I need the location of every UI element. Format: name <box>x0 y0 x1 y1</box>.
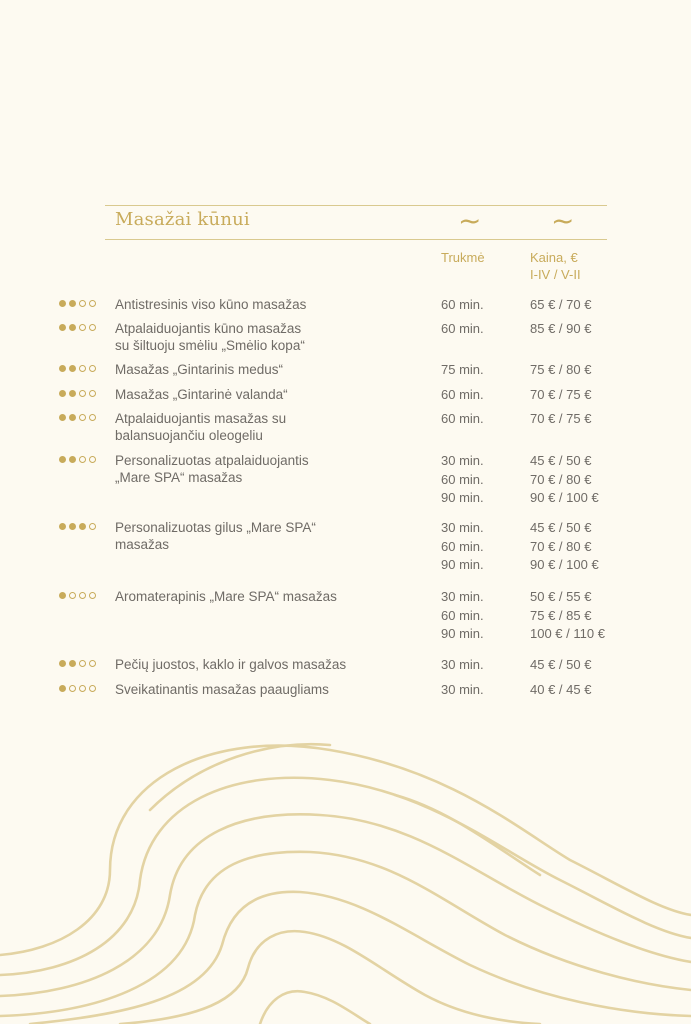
intensity-dot-filled <box>69 523 76 530</box>
header-top-rule <box>105 205 607 206</box>
intensity-dots <box>59 324 96 331</box>
intensity-dot-empty <box>89 365 96 372</box>
treatment-name <box>115 519 425 553</box>
intensity-dot-filled <box>69 324 76 331</box>
treatment-prices <box>530 410 591 429</box>
intensity-dot-filled <box>59 365 66 372</box>
intensity-dot-filled <box>59 523 66 530</box>
treatment-prices <box>530 588 605 644</box>
price-column-periods: I-IV / V-II <box>530 267 581 282</box>
treatment-prices <box>530 452 599 508</box>
treatment-prices <box>530 519 599 575</box>
intensity-dot-filled <box>69 414 76 421</box>
intensity-dot-filled <box>59 414 66 421</box>
treatment-price: 90 € / 100 € <box>530 557 599 572</box>
treatment-duration: 30 min. <box>441 520 484 535</box>
intensity-dots <box>59 456 96 463</box>
decorative-wave-lines <box>0 700 691 1024</box>
treatment-durations <box>441 519 484 575</box>
treatment-name-line: su šiltuoju smėliu „Smėlio kopa“ <box>115 338 305 353</box>
intensity-dot-filled <box>59 324 66 331</box>
intensity-dot-empty <box>79 685 86 692</box>
treatment-durations <box>441 320 484 339</box>
treatment-name-line: Atpalaiduojantis masažas su <box>115 411 287 426</box>
intensity-dot-filled <box>69 390 76 397</box>
treatment-duration: 90 min. <box>441 626 484 641</box>
treatment-price: 40 € / 45 € <box>530 682 592 697</box>
treatment-name-line: Personalizuotas atpalaiduojantis <box>115 453 309 468</box>
treatment-durations <box>441 588 484 644</box>
treatment-duration: 60 min. <box>441 387 484 402</box>
treatment-durations <box>441 452 484 508</box>
intensity-dot-empty <box>89 660 96 667</box>
intensity-dot-empty <box>89 324 96 331</box>
treatment-price: 90 € / 100 € <box>530 490 599 505</box>
intensity-dot-filled <box>69 456 76 463</box>
intensity-dot-empty <box>89 456 96 463</box>
treatment-duration: 60 min. <box>441 321 484 336</box>
intensity-dots <box>59 592 96 599</box>
intensity-dots <box>59 300 96 307</box>
duration-column-header: Trukmė <box>441 250 485 265</box>
treatment-duration: 30 min. <box>441 682 484 697</box>
treatment-price: 70 € / 80 € <box>530 471 592 487</box>
intensity-dot-empty <box>89 685 96 692</box>
treatment-price: 70 € / 75 € <box>530 387 592 402</box>
intensity-dot-empty <box>79 390 86 397</box>
treatment-duration: 30 min. <box>441 453 484 468</box>
treatment-durations <box>441 681 484 700</box>
treatment-duration: 90 min. <box>441 490 484 505</box>
treatment-price: 100 € / 110 € <box>530 626 605 641</box>
section-title: Masažai kūnui <box>115 209 250 230</box>
treatment-price: 70 € / 80 € <box>530 538 592 554</box>
intensity-dot-empty <box>79 300 86 307</box>
treatment-duration: 60 min. <box>441 471 484 487</box>
price-tilde-ornament: ~ <box>551 204 575 237</box>
treatment-duration: 30 min. <box>441 589 484 604</box>
treatment-name <box>115 452 425 486</box>
treatment-durations <box>441 296 484 315</box>
treatment-name <box>115 361 425 378</box>
price-column-header <box>530 249 581 283</box>
intensity-dot-filled <box>59 685 66 692</box>
intensity-dot-filled <box>59 660 66 667</box>
treatment-durations <box>441 410 484 429</box>
intensity-dot-empty <box>69 685 76 692</box>
treatment-name <box>115 410 425 444</box>
treatment-prices <box>530 296 591 315</box>
treatment-name-line: Antistresinis viso kūno masažas <box>115 297 307 312</box>
treatment-price: 45 € / 50 € <box>530 657 592 672</box>
header-bottom-rule <box>105 239 607 240</box>
treatment-duration: 60 min. <box>441 411 484 426</box>
treatment-duration: 75 min. <box>441 362 484 377</box>
intensity-dot-filled <box>79 523 86 530</box>
price-column-label: Kaina, € <box>530 250 578 265</box>
intensity-dots <box>59 365 96 372</box>
treatment-prices <box>530 386 591 405</box>
intensity-dots <box>59 414 96 421</box>
treatment-name <box>115 656 425 673</box>
intensity-dot-filled <box>69 365 76 372</box>
treatment-name-line: Sveikatinantis masažas paaugliams <box>115 682 329 697</box>
intensity-dot-filled <box>59 456 66 463</box>
duration-tilde-ornament: ~ <box>458 204 482 237</box>
intensity-dot-empty <box>79 456 86 463</box>
treatment-durations <box>441 386 484 405</box>
treatment-duration: 90 min. <box>441 557 484 572</box>
treatment-prices <box>530 320 591 339</box>
treatment-name <box>115 296 425 313</box>
intensity-dot-empty <box>89 592 96 599</box>
treatment-duration: 60 min. <box>441 538 484 554</box>
intensity-dot-empty <box>79 414 86 421</box>
treatment-prices <box>530 361 591 380</box>
treatment-name <box>115 386 425 403</box>
treatment-name-line: balansuojančiu oleogeliu <box>115 428 263 443</box>
intensity-dots <box>59 685 96 692</box>
intensity-dot-filled <box>59 592 66 599</box>
treatment-name <box>115 320 425 354</box>
treatment-name <box>115 681 425 698</box>
treatment-name-line: Aromaterapinis „Mare SPA“ masažas <box>115 589 337 604</box>
treatment-duration: 30 min. <box>441 657 484 672</box>
treatment-name <box>115 588 425 605</box>
intensity-dot-empty <box>79 324 86 331</box>
treatment-price: 75 € / 80 € <box>530 362 592 377</box>
intensity-dot-filled <box>59 300 66 307</box>
treatment-price: 70 € / 75 € <box>530 411 592 426</box>
intensity-dot-empty <box>89 390 96 397</box>
intensity-dot-empty <box>79 365 86 372</box>
intensity-dots <box>59 660 96 667</box>
treatment-price: 45 € / 50 € <box>530 453 592 468</box>
intensity-dot-filled <box>59 390 66 397</box>
treatment-name-line: Personalizuotas gilus „Mare SPA“ <box>115 520 316 535</box>
treatment-price: 75 € / 85 € <box>530 607 592 623</box>
intensity-dot-empty <box>79 660 86 667</box>
intensity-dot-filled <box>69 660 76 667</box>
treatment-durations <box>441 656 484 675</box>
treatment-name-line: Pečių juostos, kaklo ir galvos masažas <box>115 657 347 672</box>
intensity-dot-empty <box>89 523 96 530</box>
treatment-price: 85 € / 90 € <box>530 321 592 336</box>
treatment-duration: 60 min. <box>441 297 484 312</box>
treatment-duration: 60 min. <box>441 607 484 623</box>
treatment-price: 50 € / 55 € <box>530 589 592 604</box>
treatment-name-line: Masažas „Gintarinė valanda“ <box>115 387 288 402</box>
intensity-dot-empty <box>89 414 96 421</box>
treatment-durations <box>441 361 484 380</box>
intensity-dot-empty <box>89 300 96 307</box>
treatment-prices <box>530 656 591 675</box>
treatment-prices <box>530 681 591 700</box>
treatment-name-line: Masažas „Gintarinis medus“ <box>115 362 284 377</box>
treatment-name-line: masažas <box>115 537 170 552</box>
treatment-name-line: „Mare SPA“ masažas <box>115 470 243 485</box>
intensity-dot-empty <box>69 592 76 599</box>
intensity-dots <box>59 523 96 530</box>
intensity-dot-filled <box>69 300 76 307</box>
treatment-price: 45 € / 50 € <box>530 520 592 535</box>
treatment-price: 65 € / 70 € <box>530 297 592 312</box>
intensity-dot-empty <box>79 592 86 599</box>
treatment-name-line: Atpalaiduojantis kūno masažas <box>115 321 302 336</box>
intensity-dots <box>59 390 96 397</box>
